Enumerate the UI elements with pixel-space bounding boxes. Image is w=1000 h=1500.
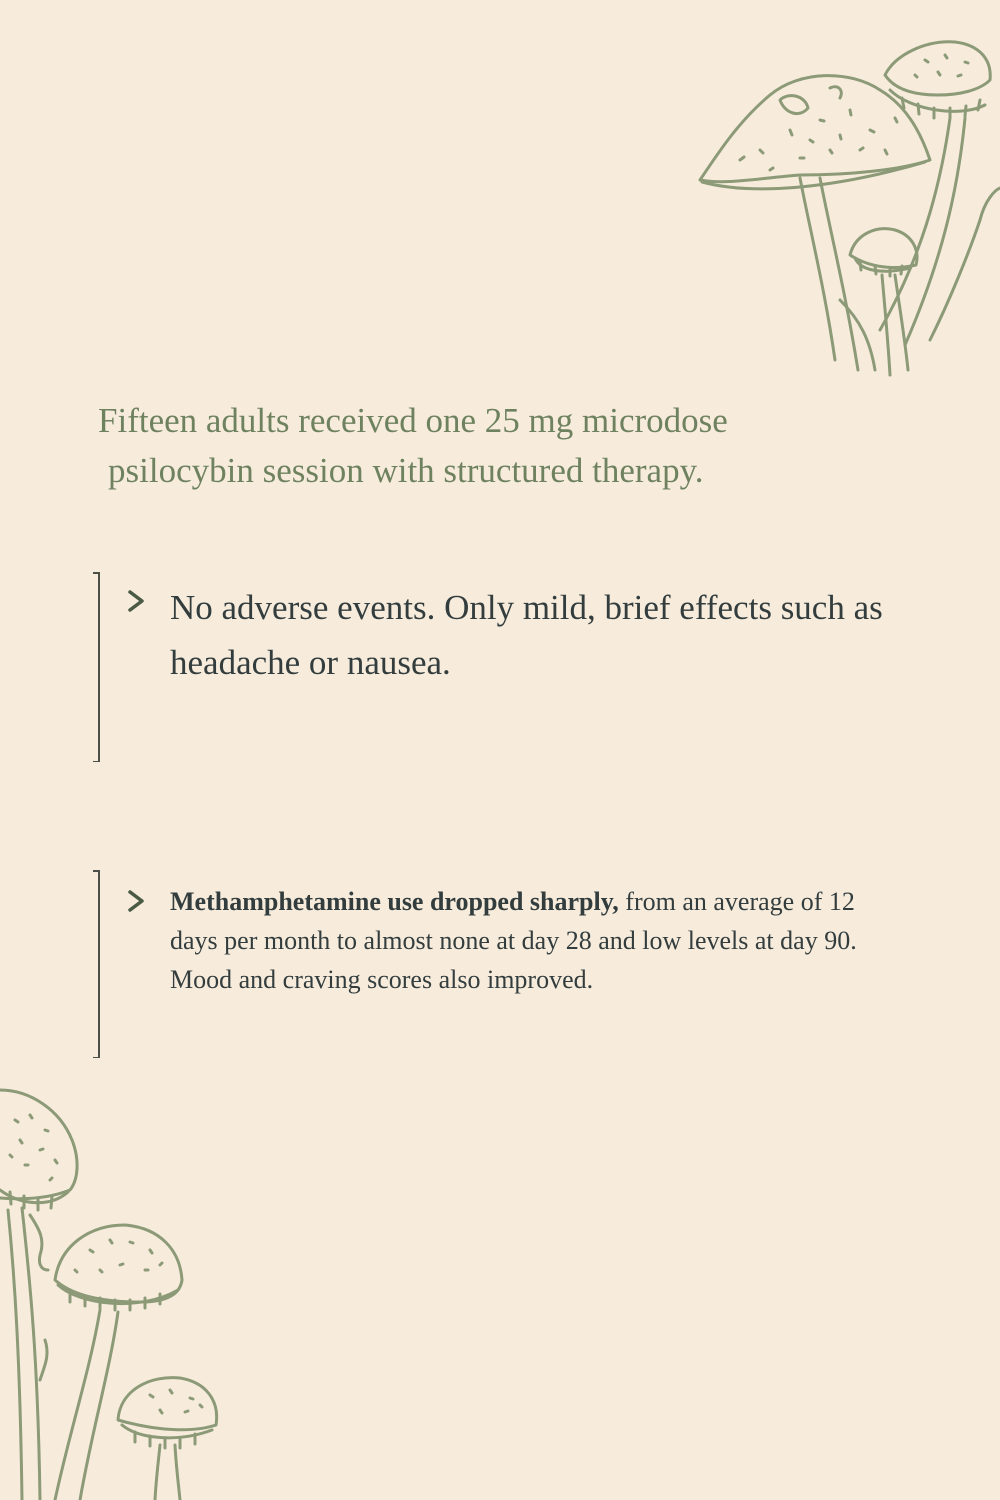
bullet-point-methamphetamine-use <box>98 870 918 1058</box>
intro-line-1: Fifteen adults received one 25 mg microdose <box>98 401 728 440</box>
bullet-text: No adverse events. Only mild, brief effects such as headache or nausea. <box>170 588 883 682</box>
mushroom-illustration-top <box>680 0 1000 390</box>
intro-paragraph <box>98 396 878 496</box>
intro-line-2: psilocybin session with structured therapy. <box>108 451 704 490</box>
bullet-point-adverse-events <box>98 572 918 762</box>
bullet-text <box>170 882 900 999</box>
bullet-body: from an average of 12 days per month to almost none at day 28 and low levels at day 90. Mood and craving scores also improved. <box>170 887 857 994</box>
vertical-divider <box>98 870 100 1058</box>
chevron-right-icon <box>126 888 148 914</box>
mushroom-illustration-bottom <box>0 1080 240 1500</box>
bullet-bold-lead: Methamphetamine use dropped sharply, <box>170 887 619 916</box>
chevron-right-icon <box>126 588 148 614</box>
vertical-divider <box>98 572 100 762</box>
